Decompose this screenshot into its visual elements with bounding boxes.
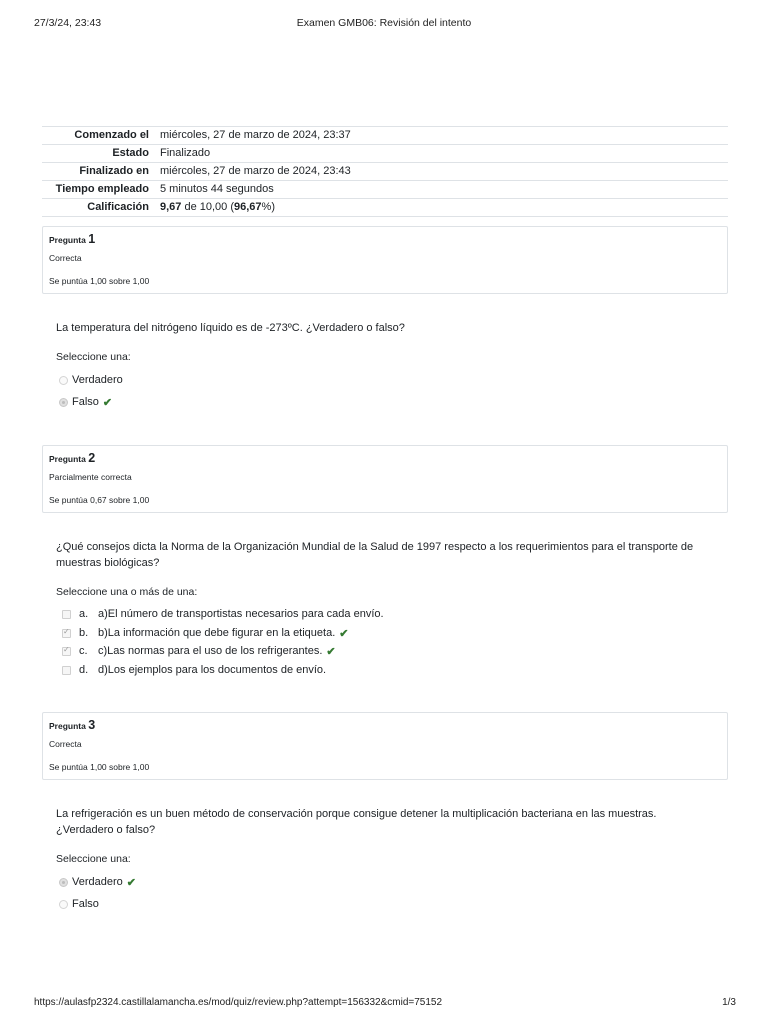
option-label: b)La información que debe figurar en la etiqueta. bbox=[98, 627, 336, 639]
question-number bbox=[49, 718, 95, 732]
summary-row-state bbox=[42, 145, 728, 163]
checkbox[interactable] bbox=[62, 666, 71, 675]
summary-value: miércoles, 27 de marzo de 2024, 23:37 bbox=[160, 129, 351, 141]
answer-option[interactable] bbox=[59, 875, 136, 889]
question-word: Pregunta bbox=[49, 235, 86, 245]
question-text: ¿Qué consejos dicta la Norma de la Organización Mundial de la Salud de 1997 respecto a los requerimientos para el transporte de muestras biológicas? bbox=[56, 541, 694, 569]
question-num: 2 bbox=[88, 451, 96, 465]
option-label: Falso bbox=[72, 898, 99, 910]
radio-button[interactable] bbox=[59, 900, 68, 909]
attempt-summary-table bbox=[42, 126, 728, 217]
question-info-box bbox=[42, 445, 728, 513]
option-label: d)Los ejemplos para los documentos de envío. bbox=[98, 664, 327, 676]
radio-button[interactable] bbox=[59, 376, 68, 385]
grade-value bbox=[149, 199, 275, 216]
option-letter: a. bbox=[79, 608, 89, 620]
answer-option[interactable] bbox=[59, 373, 123, 387]
summary-label: Comenzado el bbox=[74, 129, 149, 141]
checkbox-checked[interactable] bbox=[62, 647, 71, 656]
page-url: https://aulasfp2324.castillalamancha.es/mod/quiz/review.php?attempt=156332&cmid=75152 bbox=[34, 997, 443, 1008]
question-number bbox=[49, 232, 95, 246]
question-grade: Se puntúa 1,00 sobre 1,00 bbox=[49, 762, 150, 772]
answer-option[interactable] bbox=[59, 897, 99, 911]
grade-percent: 96,67 bbox=[234, 201, 262, 213]
grade-suffix: %) bbox=[261, 201, 275, 213]
page-title: Examen GMB06: Revisión del intento bbox=[296, 17, 472, 29]
question-grade: Se puntúa 1,00 sobre 1,00 bbox=[49, 276, 150, 286]
answer-option[interactable] bbox=[62, 644, 336, 658]
option-label: Verdadero bbox=[72, 876, 123, 888]
question-word: Pregunta bbox=[49, 721, 86, 731]
summary-row-started bbox=[42, 127, 728, 145]
check-icon: ✔ bbox=[339, 627, 349, 640]
radio-button-selected[interactable] bbox=[59, 878, 68, 887]
option-label: Falso bbox=[72, 396, 99, 408]
summary-label: Tiempo empleado bbox=[55, 183, 149, 195]
option-label: c)Las normas para el uso de los refrigerantes. bbox=[98, 645, 323, 657]
question-info-box bbox=[42, 226, 728, 294]
radio-button-selected[interactable] bbox=[59, 398, 68, 407]
summary-row-time bbox=[42, 181, 728, 199]
answer-prompt: Seleccione una: bbox=[56, 351, 131, 363]
question-state: Correcta bbox=[49, 739, 82, 749]
question-grade: Se puntúa 0,67 sobre 1,00 bbox=[49, 495, 150, 505]
option-label: a)El número de transportistas necesarios para cada envío. bbox=[98, 608, 384, 620]
answer-prompt: Seleccione una: bbox=[56, 853, 131, 865]
print-header bbox=[34, 17, 734, 31]
summary-value: miércoles, 27 de marzo de 2024, 23:43 bbox=[160, 165, 351, 177]
check-icon: ✔ bbox=[126, 876, 136, 889]
summary-value: 5 minutos 44 segundos bbox=[160, 183, 274, 195]
check-icon: ✔ bbox=[326, 645, 336, 658]
print-footer bbox=[34, 997, 736, 1010]
question-state: Parcialmente correcta bbox=[49, 472, 132, 482]
page-number: 1/3 bbox=[722, 997, 736, 1008]
question-state: Correcta bbox=[49, 253, 82, 263]
checkbox[interactable] bbox=[62, 610, 71, 619]
answer-option[interactable] bbox=[62, 663, 326, 677]
summary-row-grade bbox=[42, 199, 728, 217]
option-letter: c. bbox=[79, 645, 88, 657]
question-text: La refrigeración es un buen método de conservación porque consigue detener la multiplicación bacteriana en las muestras. ¿Verdadero o falso? bbox=[56, 808, 657, 836]
summary-row-finished bbox=[42, 163, 728, 181]
summary-value: Finalizado bbox=[160, 147, 211, 159]
answer-option[interactable] bbox=[62, 626, 349, 640]
summary-label: Finalizado en bbox=[79, 165, 149, 177]
grade-score: 9,67 bbox=[160, 201, 182, 213]
question-text: La temperatura del nitrógeno líquido es de -273ºC. ¿Verdadero o falso? bbox=[56, 322, 405, 334]
checkbox-checked[interactable] bbox=[62, 629, 71, 638]
answer-option[interactable] bbox=[62, 607, 384, 621]
grade-of-text: de 10,00 ( bbox=[181, 201, 235, 213]
print-datetime: 27/3/24, 23:43 bbox=[34, 17, 102, 29]
summary-label: Estado bbox=[112, 147, 149, 159]
question-num: 3 bbox=[88, 718, 96, 732]
question-word: Pregunta bbox=[49, 454, 86, 464]
question-num: 1 bbox=[88, 232, 96, 246]
option-letter: b. bbox=[79, 627, 89, 639]
answer-option[interactable] bbox=[59, 395, 112, 409]
option-letter: d. bbox=[79, 664, 89, 676]
option-label: Verdadero bbox=[72, 374, 123, 386]
question-info-box bbox=[42, 712, 728, 780]
summary-label: Calificación bbox=[87, 201, 149, 213]
check-icon: ✔ bbox=[102, 396, 113, 409]
question-number bbox=[49, 451, 95, 465]
answer-prompt: Seleccione una o más de una: bbox=[56, 586, 198, 598]
